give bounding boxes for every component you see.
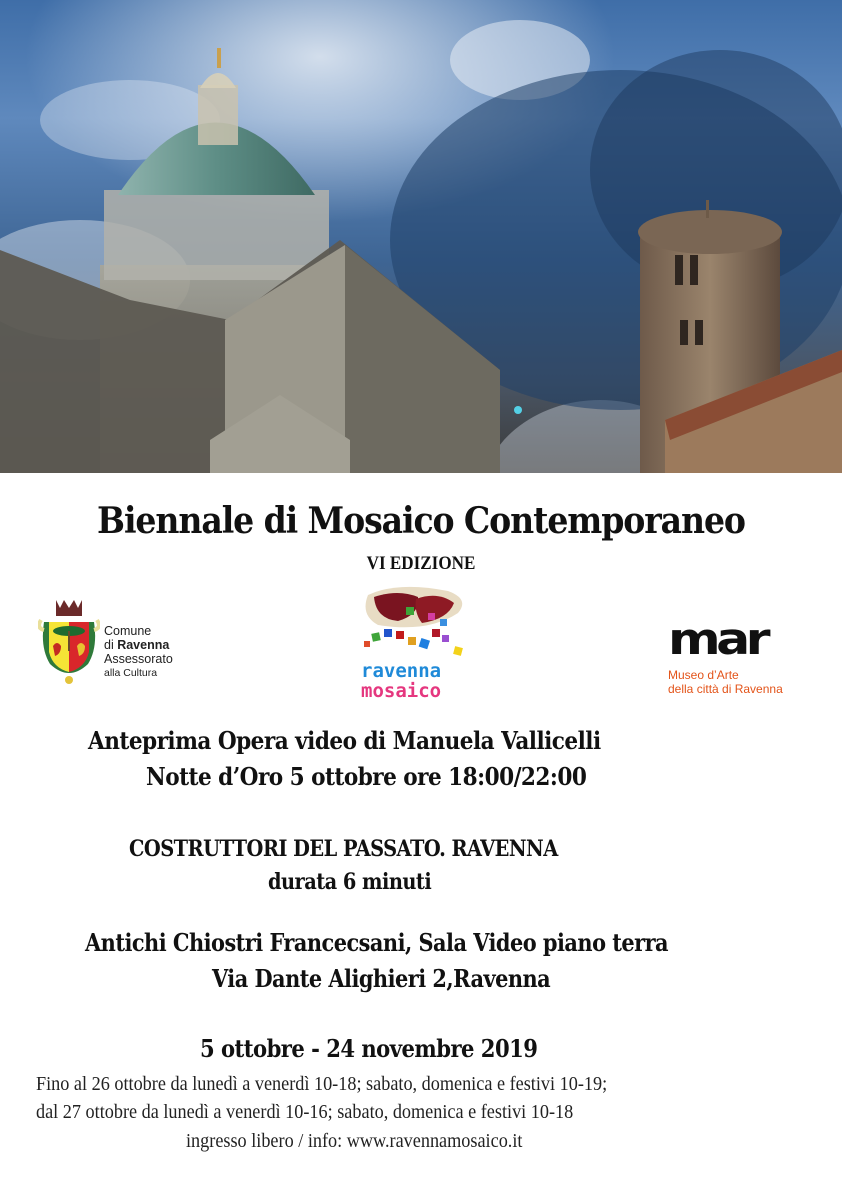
coat-of-arms-icon bbox=[38, 598, 100, 686]
info-line: ingresso libero / info: www.ravennamosaico.it bbox=[186, 1130, 523, 1152]
venue-line: Antichi Chiostri Francecsani, Sala Video piano terra bbox=[85, 928, 669, 957]
mar-museum-logo bbox=[668, 614, 818, 702]
cathedral-photomontage bbox=[0, 0, 842, 473]
mosaico-word: mosaico bbox=[361, 680, 442, 702]
night-line: Notte d’Oro 5 ottobre ore 18:00/22:00 bbox=[146, 762, 587, 791]
ravenna-mosaico-logo bbox=[358, 585, 483, 705]
address-line: Via Dante Alighieri 2,Ravenna bbox=[212, 964, 551, 993]
pomegranate-mosaic-icon bbox=[358, 585, 483, 660]
mar-subtitle: Museo d’Arte della città di Ravenna bbox=[668, 668, 783, 696]
duration-line: durata 6 minuti bbox=[268, 869, 432, 895]
date-range: 5 ottobre - 24 novembre 2019 bbox=[200, 1034, 538, 1063]
hours-line-2: dal 27 ottobre da lunedì a venerdì 10-16; sabato, domenica e festivi 10-18 bbox=[36, 1101, 574, 1123]
edition-label: VI EDIZIONE bbox=[366, 553, 476, 574]
hours-line-1: Fino al 26 ottobre da lunedì a venerdì 10-18; sabato, domenica e festivi 10-19; bbox=[36, 1073, 608, 1095]
mar-wordmark: mar bbox=[668, 614, 767, 665]
work-title: COSTRUTTORI DEL PASSATO. RAVENNA bbox=[129, 836, 558, 862]
comune-text: Comune di Ravenna Assessorato alla Cultura bbox=[104, 624, 173, 679]
preview-line: Anteprima Opera video di Manuela Vallicelli bbox=[88, 726, 601, 755]
ravenna-word: ravenna bbox=[361, 660, 442, 682]
comune-ravenna-logo bbox=[38, 598, 208, 686]
hero-photo bbox=[0, 0, 842, 473]
poster-title: Biennale di Mosaico Contemporaneo bbox=[97, 500, 745, 542]
